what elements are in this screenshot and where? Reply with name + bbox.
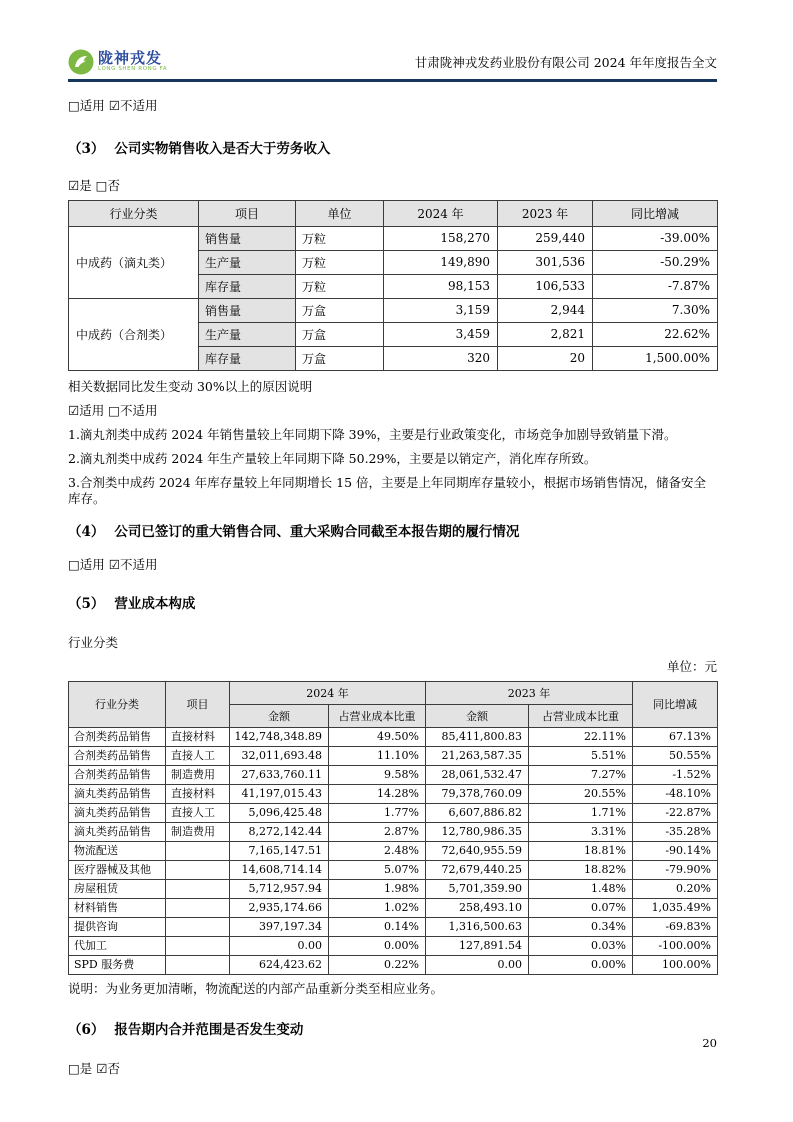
table-row — [69, 298, 718, 322]
section-4-applicability: □适用 ☑不适用 — [68, 556, 158, 572]
table-cell: 物流配送 — [69, 841, 166, 860]
table-cell: 1.71% — [529, 803, 633, 822]
table-cell: 制造费用 — [166, 822, 230, 841]
table-row — [69, 936, 718, 955]
logo-chinese-name: 陇神戎发 — [98, 49, 163, 68]
table-row — [69, 841, 718, 860]
table-cell: 3,459 — [384, 322, 498, 346]
table-cell: 直接人工 — [166, 803, 230, 822]
table-cell: 27,633,760.11 — [230, 765, 329, 784]
logo-text — [98, 51, 167, 73]
section-6-number: （6） — [68, 1021, 105, 1038]
table-cell: 72,640,955.59 — [426, 841, 529, 860]
table-cell: 6,607,886.82 — [426, 803, 529, 822]
table-cell: 1,500.00% — [593, 346, 718, 370]
table-cell: 142,748,348.89 — [230, 727, 329, 746]
table-cell: 1.77% — [329, 803, 426, 822]
table-row — [69, 226, 718, 250]
table-cell — [166, 936, 230, 955]
table-cell: 万盒 — [296, 346, 384, 370]
table-cell: 2,821 — [498, 322, 593, 346]
section-4-number: （4） — [68, 523, 105, 540]
section-6-heading — [68, 1021, 717, 1039]
table-row — [69, 917, 718, 936]
table-cell: -35.28% — [633, 822, 718, 841]
table-cell: 12,780,986.35 — [426, 822, 529, 841]
section-6-title: 报告期内合并范围是否发生变动 — [114, 1021, 304, 1038]
table-cell: 万粒 — [296, 226, 384, 250]
table-cell: 0.34% — [529, 917, 633, 936]
table-cell: 18.81% — [529, 841, 633, 860]
table-cell: 合剂类药品销售 — [69, 765, 166, 784]
table-cell: -1.52% — [633, 765, 718, 784]
table-cell: 149,890 — [384, 250, 498, 274]
table-cell: 7.30% — [593, 298, 718, 322]
table-cell — [166, 841, 230, 860]
table-row — [69, 746, 718, 765]
table-cell: SPD 服务费 — [69, 955, 166, 974]
applicability-line-top: □适用 ☑不适用 — [68, 97, 158, 113]
column-header: 同比增减 — [593, 200, 718, 226]
table-cell: -39.00% — [593, 226, 718, 250]
table-cell: 0.00 — [230, 936, 329, 955]
table-cell: 0.03% — [529, 936, 633, 955]
table-cell: 22.62% — [593, 322, 718, 346]
table-cell: 滴丸类药品销售 — [69, 822, 166, 841]
table-header-row — [69, 681, 718, 704]
table-cell: 2.87% — [329, 822, 426, 841]
table-cell: 滴丸类药品销售 — [69, 803, 166, 822]
table-cell: 20.55% — [529, 784, 633, 803]
table-cell: 生产量 — [199, 322, 296, 346]
table-cell: 中成药（滴丸类） — [69, 226, 199, 298]
table-cell: 1,316,500.63 — [426, 917, 529, 936]
table-cell: 18.82% — [529, 860, 633, 879]
table-cell: 材料销售 — [69, 898, 166, 917]
table-cell: 20 — [498, 346, 593, 370]
logo-leaf-icon — [68, 49, 94, 75]
table-cell — [166, 917, 230, 936]
table-row — [69, 803, 718, 822]
table-cell: -48.10% — [633, 784, 718, 803]
table-cell: 72,679,440.25 — [426, 860, 529, 879]
table-cell: 9.58% — [329, 765, 426, 784]
column-header: 同比增减 — [633, 681, 718, 727]
variation-note-2: 2.滴丸剂类中成药 2024 年生产量较上年同期下降 50.29%，主要是以销定产，消化库存所致。 — [68, 450, 597, 466]
table-cell: 85,411,800.83 — [426, 727, 529, 746]
table-cell: 32,011,693.48 — [230, 746, 329, 765]
table-cell: 房屋租赁 — [69, 879, 166, 898]
table-cell — [166, 898, 230, 917]
table-cell: 5,712,957.94 — [230, 879, 329, 898]
table-cell: -79.90% — [633, 860, 718, 879]
section-3-choice: ☑是 □否 — [68, 177, 120, 193]
table-cell: 301,536 — [498, 250, 593, 274]
table-cell: 5,096,425.48 — [230, 803, 329, 822]
table-cell: 0.14% — [329, 917, 426, 936]
table-cell: 67.13% — [633, 727, 718, 746]
table-cell: 提供咨询 — [69, 917, 166, 936]
table-cell: 合剂类药品销售 — [69, 746, 166, 765]
table-cell: 7,165,147.51 — [230, 841, 329, 860]
cost-composition-table — [68, 681, 718, 975]
table-cell: -100.00% — [633, 936, 718, 955]
table-cell: 2,944 — [498, 298, 593, 322]
unit-label: 单位：元 — [666, 658, 717, 674]
table-cell: -90.14% — [633, 841, 718, 860]
column-header: 2023 年 — [498, 200, 593, 226]
section-5-number: （5） — [68, 595, 105, 612]
variation-note-applicability: ☑适用 □不适用 — [68, 402, 158, 418]
column-header: 2023 年 — [426, 681, 633, 704]
table-cell — [166, 955, 230, 974]
section-3-title: 公司实物销售收入是否大于劳务收入 — [114, 140, 331, 157]
table-cell: 万粒 — [296, 274, 384, 298]
sales-volume-table — [68, 200, 718, 371]
table-row — [69, 879, 718, 898]
table-cell: 5.07% — [329, 860, 426, 879]
table-cell: -22.87% — [633, 803, 718, 822]
table-cell: 21,263,587.35 — [426, 746, 529, 765]
company-logo — [68, 49, 167, 75]
table-cell: 中成药（合剂类） — [69, 298, 199, 370]
table-cell: 医疗器械及其他 — [69, 860, 166, 879]
table-cell: 259,440 — [498, 226, 593, 250]
table-cell: 98,153 — [384, 274, 498, 298]
column-header: 2024 年 — [384, 200, 498, 226]
table-cell: 代加工 — [69, 936, 166, 955]
section-5-heading — [68, 595, 717, 613]
table-row — [69, 727, 718, 746]
table-cell: 28,061,532.47 — [426, 765, 529, 784]
table-cell: 生产量 — [199, 250, 296, 274]
cost-composition-table-header — [69, 681, 718, 727]
table-cell: 158,270 — [384, 226, 498, 250]
table-cell: 1,035.49% — [633, 898, 718, 917]
table-cell: -7.87% — [593, 274, 718, 298]
table-cell: 5,701,359.90 — [426, 879, 529, 898]
table-cell: 0.22% — [329, 955, 426, 974]
column-header: 项目 — [199, 200, 296, 226]
table-cell: 79,378,760.09 — [426, 784, 529, 803]
table-cell: 1.48% — [529, 879, 633, 898]
table-cell: 直接材料 — [166, 784, 230, 803]
table-cell: 14,608,714.14 — [230, 860, 329, 879]
table-cell: 41,197,015.43 — [230, 784, 329, 803]
page-header — [68, 48, 717, 76]
table-cell: 5.51% — [529, 746, 633, 765]
column-header: 行业分类 — [69, 681, 166, 727]
document-title: 甘肃陇神戎发药业股份有限公司 2024 年年度报告全文 — [414, 55, 717, 70]
table-row — [69, 765, 718, 784]
variation-note-3: 3.合剂类中成药 2024 年库存量较上年同期增长 15 倍，主要是上年同期库存量较小，根据市场销售情况，储备安全库存。 — [68, 474, 707, 506]
table-cell: 万盒 — [296, 322, 384, 346]
table-cell: 万粒 — [296, 250, 384, 274]
column-header: 单位 — [296, 200, 384, 226]
column-header: 占营业成本比重 — [529, 704, 633, 727]
table-cell: 22.11% — [529, 727, 633, 746]
section-4-title: 公司已签订的重大销售合同、重大采购合同截至本报告期的履行情况 — [114, 523, 520, 540]
table-cell: 50.55% — [633, 746, 718, 765]
table-cell: 0.00 — [426, 955, 529, 974]
table-cell: 万盒 — [296, 298, 384, 322]
table-row — [69, 822, 718, 841]
column-header: 金额 — [230, 704, 329, 727]
table-cell: 320 — [384, 346, 498, 370]
table-cell: -50.29% — [593, 250, 718, 274]
variation-note-title: 相关数据同比发生变动 30%以上的原因说明 — [68, 378, 313, 394]
sales-volume-table-header — [69, 200, 718, 226]
table-cell: 7.27% — [529, 765, 633, 784]
table-cell — [166, 860, 230, 879]
page-number: 20 — [702, 1036, 717, 1050]
table-cell: 0.00% — [529, 955, 633, 974]
table-cell: 1.98% — [329, 879, 426, 898]
table-cell: 3,159 — [384, 298, 498, 322]
table-cell: -69.83% — [633, 917, 718, 936]
sales-volume-table-body — [69, 226, 718, 370]
industry-classification-label: 行业分类 — [68, 634, 119, 650]
section-4-heading — [68, 523, 717, 541]
table-cell: 2.48% — [329, 841, 426, 860]
table-cell: 397,197.34 — [230, 917, 329, 936]
table-cell: 11.10% — [329, 746, 426, 765]
column-header: 占营业成本比重 — [329, 704, 426, 727]
table-row — [69, 955, 718, 974]
table-row — [69, 784, 718, 803]
table-cell: 直接人工 — [166, 746, 230, 765]
variation-note-1: 1.滴丸剂类中成药 2024 年销售量较上年同期下降 39%，主要是行业政策变化，市场竞争加剧导致销量下滑。 — [68, 426, 677, 442]
table-cell: 1.02% — [329, 898, 426, 917]
table-cell: 2,935,174.66 — [230, 898, 329, 917]
section-3-heading — [68, 140, 717, 158]
table-cell: 0.07% — [529, 898, 633, 917]
table-cell: 3.31% — [529, 822, 633, 841]
table-cell: 14.28% — [329, 784, 426, 803]
table-cell: 滴丸类药品销售 — [69, 784, 166, 803]
table-cell: 100.00% — [633, 955, 718, 974]
table-header-row — [69, 200, 718, 226]
table-cell: 258,493.10 — [426, 898, 529, 917]
table-cell: 制造费用 — [166, 765, 230, 784]
table-cell: 127,891.54 — [426, 936, 529, 955]
table-cell: 直接材料 — [166, 727, 230, 746]
column-header: 项目 — [166, 681, 230, 727]
table-cell: 合剂类药品销售 — [69, 727, 166, 746]
header-rule — [68, 79, 717, 82]
table-cell: 0.00% — [329, 936, 426, 955]
table-cell: 106,533 — [498, 274, 593, 298]
column-header: 行业分类 — [69, 200, 199, 226]
table-cell: 销售量 — [199, 226, 296, 250]
table-cell: 库存量 — [199, 346, 296, 370]
table-cell: 库存量 — [199, 274, 296, 298]
table-cell: 0.20% — [633, 879, 718, 898]
table-row — [69, 860, 718, 879]
section-5-title: 营业成本构成 — [114, 595, 196, 612]
cost-composition-table-body — [69, 727, 718, 974]
section-3-number: （3） — [68, 140, 105, 157]
table-cell: 8,272,142.44 — [230, 822, 329, 841]
table-cell — [166, 879, 230, 898]
table-row — [69, 898, 718, 917]
cost-table-note: 说明：为业务更加清晰，物流配送的内部产品重新分类至相应业务。 — [68, 980, 444, 996]
table-cell: 销售量 — [199, 298, 296, 322]
column-header: 金额 — [426, 704, 529, 727]
table-cell: 624,423.62 — [230, 955, 329, 974]
section-6-choice: □是 ☑否 — [68, 1060, 120, 1076]
table-cell: 49.50% — [329, 727, 426, 746]
column-header: 2024 年 — [230, 681, 426, 704]
logo-english-name: LONG SHEN RONG FA — [98, 66, 168, 73]
